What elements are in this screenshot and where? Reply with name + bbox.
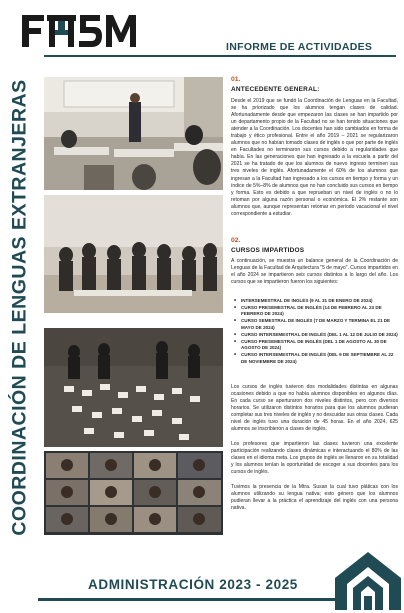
logo-mark [20, 9, 150, 51]
section-2-modalities-text: Los cursos de inglés tuvieron dos modalidades distintas en algunas ocasiones debido a que no había alumnos disponibles en algunos días. En cada curso se aperturaron dos niveles distintos, pero con diversos horarios. Se utilizaron distintos horarios para que los alumnos pudieran completar sus tres niveles de inglés y no descuidar sus otras clases. Cada nivel de inglés tuvo una duración de 45 horas. En el año 2024, 625 alumnos se inscribieron a clases de inglés. [231, 384, 398, 433]
section-2-closing-text: Tuvimos la presencia de la Mtra. Susan la cual tuvo pláticas con los alumnos utilizando su lengua nativa; esto género que los alumnos pudieran llevar a la práctica el aprendizaje del inglés con una persona nativa. [231, 484, 398, 512]
vertical-title [2, 78, 38, 536]
section-2-number: 02. [231, 237, 241, 244]
course-item: • CURSO INTERSEMESTRAL DE INGLÉS (DEL 1 AL 12 DE JULIO DE 2024) [234, 332, 398, 338]
section-2-closing [231, 484, 398, 512]
course-item: • INTERSEMESTRAL DE INGLÉS (9 AL 31 DE ENERO DE 2024) [234, 298, 398, 304]
section-1-heading: ANTECEDENTE GENERAL: [231, 86, 320, 93]
vertical-title-text: COORDINACIÓN DE LENGUAS EXTRANJERAS [8, 78, 31, 536]
section-2-teachers-text: Los profesores que impartieron las clases tuvieron una excelente participación realizando clases dinámicas e interactuando el 80% de las clases en el idioma meta. Los grupos de inglés se llenaron en su totalidad y los alumnos tenían la oportunidad de escoger a sus docentes para los cursos de inglés. [231, 441, 398, 476]
photo-floor-activity [44, 328, 223, 447]
course-item: • CURSO PRESEMESTRAL DE INGLÉS (14 DE FEBRERO AL 23 DE FEBRERO DE 2024) [234, 305, 398, 318]
section-1-paragraph: Desde el 2019 que se fundó la Coordinación de Lenguas en la Facultad, se ha priorizado que los alumnos tengan clases de calidad. Afortunadamente desde que empezaron las clases se han impartido por un departamento propio de la Facultad no se han tenido situaciones que atender a la Coordinación. Los docentes han sido cambiados en forma de trabajo y ético profesional. Entre el año 2019 – 2021 se regularizaron alumnos que no habían tomado clases de inglés o que por parte de inglés en Facultades no terminaron sus cursos debido a regularidades que había. En las generaciones que han ingresado a la escuela a partir del 2021 se ha tratado de que los alumnos de nuevo ingreso terminen sus tres niveles de inglés. Afortunadamente el 60% de los alumnos que ingresan a la Facultad han ingresado a los cursos en tiempo y forma y un índice de 5%–8% de alumnos que no han concluido sus cursos en tiempo y forma. Esto es debido a que reprueban un nivel de inglés o no lo retoman por alguna razón personal o económica. El 2% restante son alumnos que, aunque representan retomar en periodo vacacional el nivel correspondiente a estudiar. [231, 98, 398, 217]
section-2-heading: CURSOS IMPARTIDOS [231, 247, 305, 254]
section-2-intro-text: A continuación, se muestra un balance general de la Coordinación de Lenguas de la Facultad de Arquitectura "5 de mayo". Cursos impartidos en el año 2024 se impartieron seis cursos distintos a lo largo del año. Los cursos que se impartieron fueron los siguientes: [231, 258, 398, 286]
photo-video-call [44, 451, 223, 535]
section-1-body [231, 98, 398, 218]
house-icon [335, 548, 401, 610]
section-2-teachers [231, 441, 398, 476]
photo-group-students [44, 195, 223, 313]
section-2-intro [231, 258, 398, 286]
course-item: • CURSO PRESEMESTRAL DE INGLÉS (DEL 1 DE AGOSTO AL 30 DE AGOSTO DE 2024) [234, 339, 398, 352]
section-1-number: 01. [231, 76, 241, 83]
photo-classroom-lecture [44, 77, 223, 190]
section-2-modalities [231, 384, 398, 433]
course-item: • CURSO INTERSEMESTRAL DE INGLÉS (DEL 9 DE SEPTIEMBRE AL 22 DE NOVIEMBRE DE 2024) [234, 352, 398, 365]
footer-title: ADMINISTRACIÓN 2023 - 2025 [88, 577, 298, 592]
header-divider [44, 55, 396, 57]
report-title: INFORME DE ACTIVIDADES [226, 41, 373, 53]
course-item: • CURSO SEMESTRAL DE INGLÉS (7 DE MARZO Y TERMINA EL 21 DE MAYO DE 2024) [234, 318, 398, 331]
footer-bar [38, 598, 338, 601]
course-list [234, 298, 398, 366]
